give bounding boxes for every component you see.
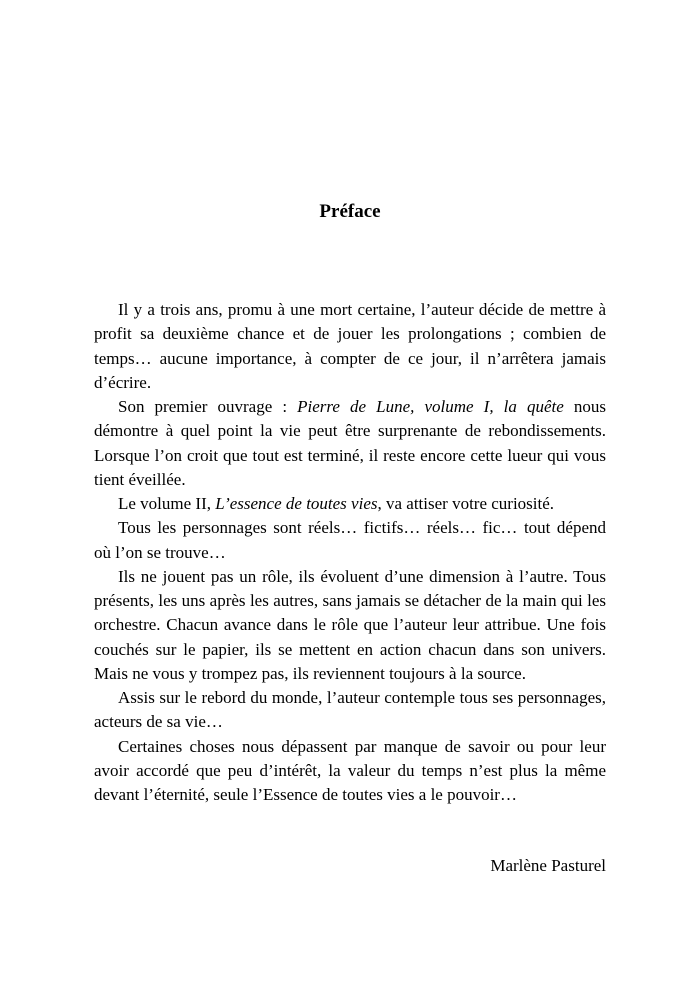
body-paragraph — [94, 395, 606, 492]
paragraph-text: Ils ne jouent pas un rôle, ils évoluent d’une dimension à l’autre. Tous présents, les uns après les autres, sans jamais se détacher de la main qui les orchestre. Chacun avance dans le rôle que l’auteur leur attribue. Une fois couchés sur le papier, ils se mettent en action chacun dans son univers. Mais ne vous y trompez pas, ils reviennent toujours à la source. — [94, 566, 606, 683]
body-paragraph — [94, 516, 606, 565]
paragraph-text: Il y a trois ans, promu à une mort certaine, l’auteur décide de mettre à profit sa deuxième chance et de jouer les prolongations ; combien de temps… aucune importance, à compter de ce jour, il n’arrêtera jamais d’écrire. — [94, 300, 606, 392]
body-paragraph — [94, 492, 606, 516]
paragraph-text: Tous les personnages sont réels… fictifs… réels… fic… tout dépend où l’on se trouve… — [94, 518, 606, 562]
italic-title-text: L’essence de toutes vies — [215, 494, 378, 513]
body-paragraph — [94, 298, 606, 395]
paragraph-text: nous démontre à quel point la vie peut être surprenante de rebondissements. Lorsque l’on croit que tout est terminé, il reste encore cette lueur qui vous tient éveillée. — [94, 397, 606, 489]
paragraph-text: Certaines choses nous dépassent par manque de savoir ou pour leur avoir accordé que peu d’intérêt, la valeur du temps n’est plus la même devant l’éternité, seule l’Essence de toutes vies a le pouvoir… — [94, 736, 606, 804]
italic-title-text: Pierre de Lune, volume I, la quête — [297, 397, 564, 416]
body-paragraph — [94, 565, 606, 686]
paragraph-text: Son premier ouvrage : — [118, 397, 298, 416]
paragraph-text: Le volume II, — [118, 494, 216, 513]
preface-body — [94, 298, 606, 807]
body-paragraph — [94, 735, 606, 808]
paragraph-text: , va attiser votre curiosité. — [377, 494, 555, 513]
page-title: Préface — [319, 201, 381, 222]
paragraph-text: Assis sur le rebord du monde, l’auteur contemple tous ses personnages, acteurs de sa vie… — [94, 688, 606, 732]
body-paragraph — [94, 686, 606, 735]
author-signature: Marlène Pasturel — [490, 856, 606, 875]
